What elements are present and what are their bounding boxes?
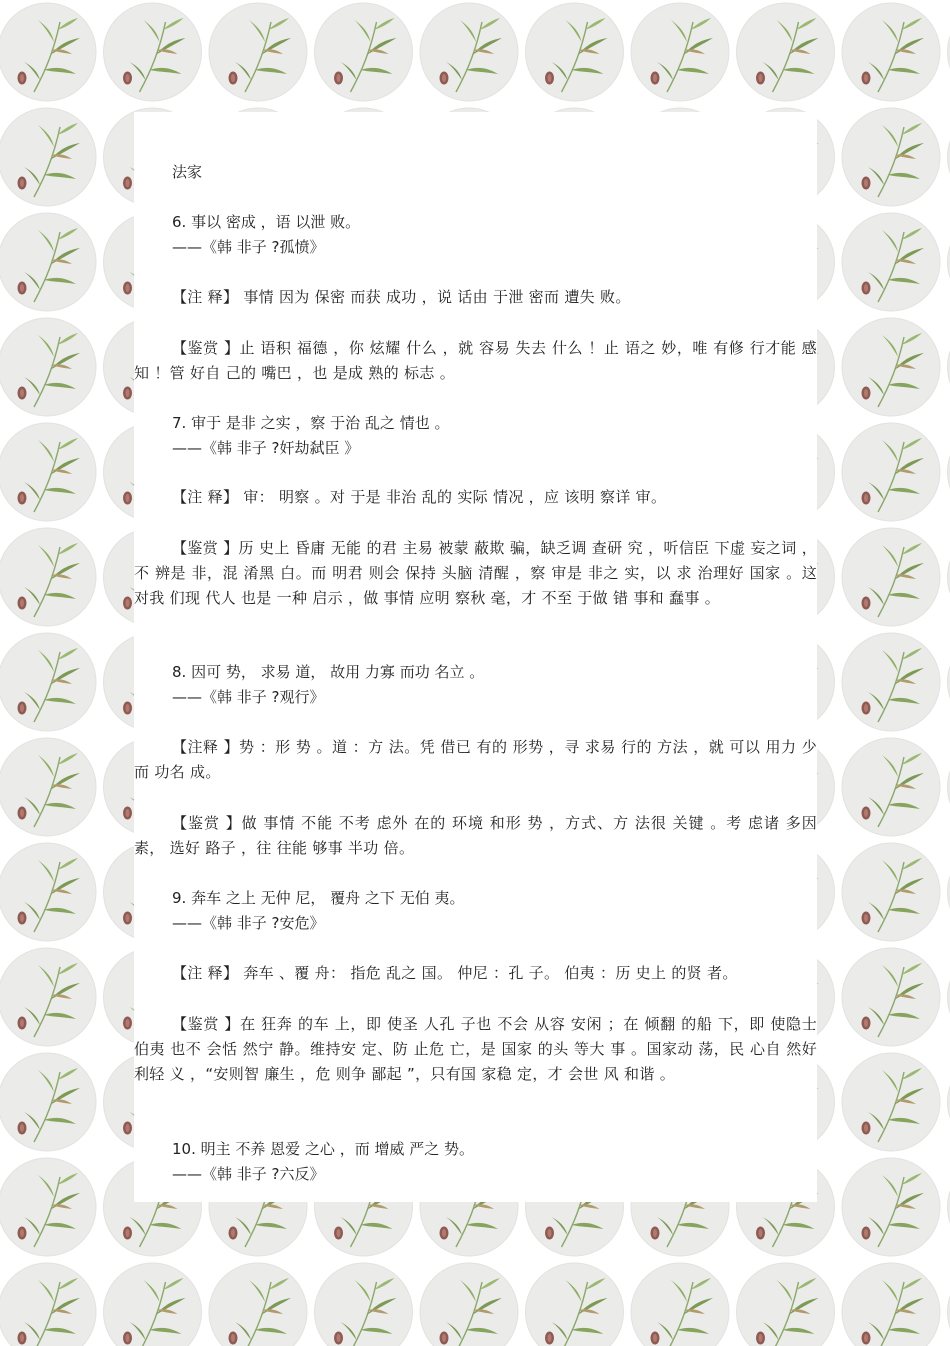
entry-6-quote: 6. 事以 密成 ，语 以泄 败。	[172, 213, 361, 231]
entry-9-source: ——《韩 非子 ?安危》	[172, 914, 325, 932]
entry-7-appreciation: 【鉴赏 】历 史上 昏庸 无能 的君 主易 被蒙 蔽欺 骗，缺乏调 查研 究 ，听信臣 下虚 妄之词 ，不 辨是 非，混 淆黑 白。而 明君 则会 保持 头脑 清醒 ，察 审是 非之 实，以 求 治理好 国家 。这 对我 们现 代人 也是 一种 启示 ，做 事情 应明 察秋 毫，才 不至 于做 错 事和 蠢事 。	[134, 539, 817, 607]
entry-9-note: 【注 释】 奔车 、覆 舟： 指危 乱之 国。 仲尼 ：孔 子。 伯夷 ：历 史上 的贤 者。	[172, 964, 738, 982]
document-page	[134, 112, 817, 1202]
section-title: 法家	[172, 163, 203, 181]
entry-10-source: ——《韩 非子 ?六反》	[172, 1165, 325, 1183]
entry-7-quote: 7. 审于 是非 之实 ，察 于治 乱之 情也 。	[172, 414, 450, 432]
entry-7-source: ——《韩 非子 ?奸劫弑臣 》	[172, 439, 360, 457]
entry-9-appreciation: 【鉴赏 】在 狂奔 的车 上，即 使圣 人孔 子也 不会 从容 安闲 ；在 倾翻 的船 下，即 使隐士 伯夷 也不 会恬 然宁 静。维持安 定、防 止危 亡，是 国家 的头 等大 事 。国家动 荡，民 心自 然好 利轻 义 ，“安则智 廉生 ，危 则争 鄙起 ”，只有国 家稳 定，才 会世 风 和谐 。	[134, 1015, 817, 1083]
entry-9-quote: 9. 奔车 之上 无仲 尼， 覆舟 之下 无伯 夷。	[172, 889, 465, 907]
entry-7-note: 【注 释】 审： 明察 。对 于是 非治 乱的 实际 情况 ，应 该明 察详 审。	[172, 488, 667, 506]
entry-10-quote: 10. 明主 不养 恩爱 之心 ，而 增威 严之 势。	[172, 1140, 475, 1158]
entry-8-source: ——《韩 非子 ?观行》	[172, 688, 325, 706]
entry-8-note: 【注释 】势 ：形 势 。道 ：方 法。凭 借已 有的 形势 ，寻 求易 行的 方法 ，就 可以 用力 少而 功名 成。	[134, 738, 817, 781]
entry-6-appreciation: 【鉴赏 】止 语积 福德 ，你 炫耀 什么 ，就 容易 失去 什么 ！止 语之 妙，唯 有修 行才能 感知 ！管 好自 己的 嘴巴 ，也 是成 熟的 标志 。	[134, 339, 817, 382]
entry-6-note: 【注 释】 事情 因为 保密 而获 成功 ，说 话由 于泄 密而 遭失 败。	[172, 288, 631, 306]
entry-8-appreciation: 【鉴赏 】做 事情 不能 不考 虑外 在的 环境 和形 势 ，方式、方 法很 关键 。考 虑诸 多因 素， 选好 路子 ，往 往能 够事 半功 倍。	[134, 814, 817, 857]
entry-8-quote: 8. 因可 势， 求易 道， 故用 力寡 而功 名立 。	[172, 663, 485, 681]
entry-6-source: ——《韩 非子 ?孤愤》	[172, 238, 325, 256]
